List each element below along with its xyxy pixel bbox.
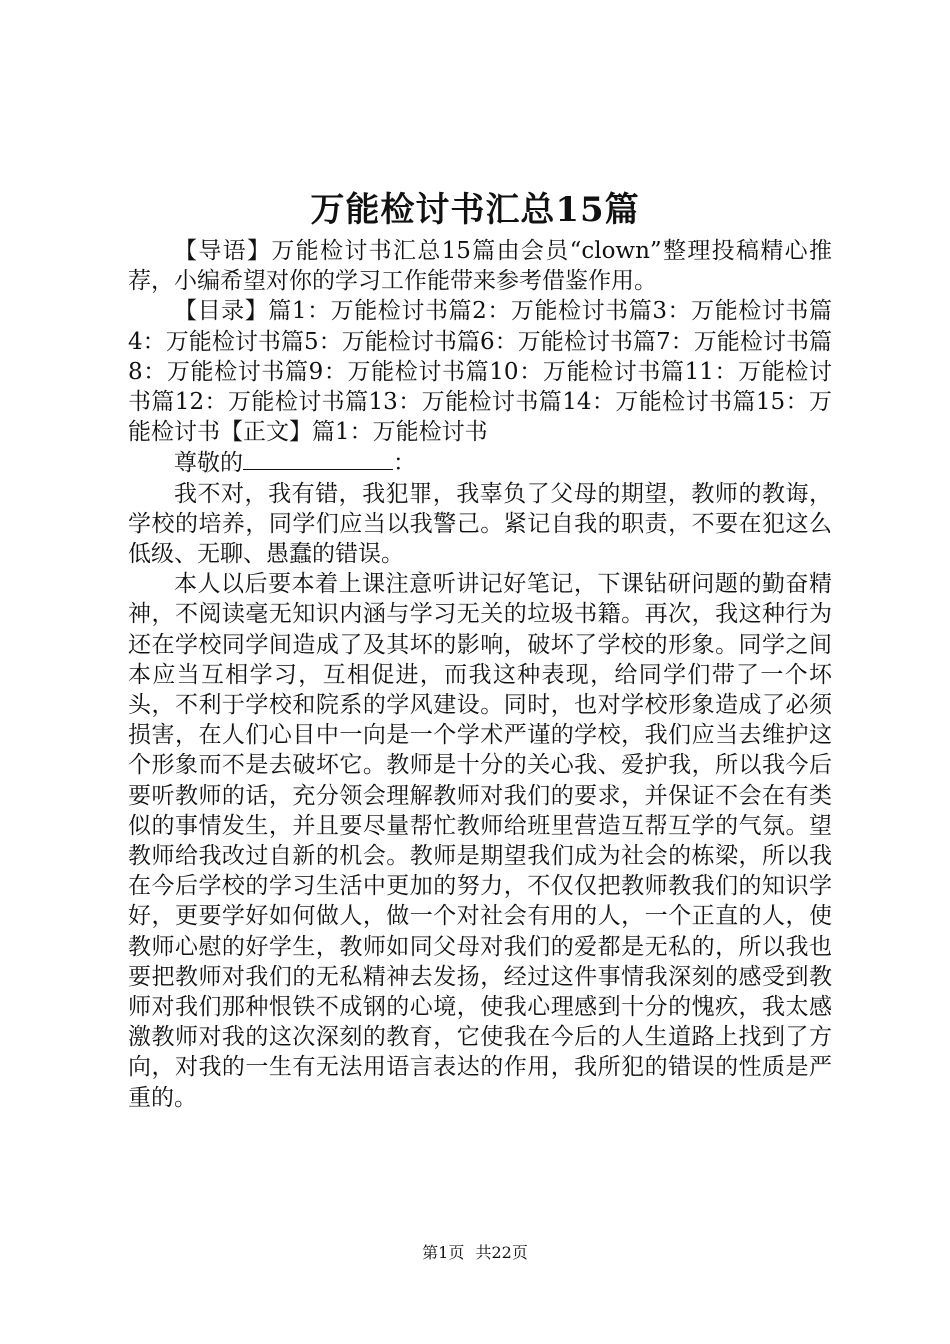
document-title: 万能检讨书汇总15篇 bbox=[310, 190, 640, 230]
page-footer bbox=[0, 1242, 950, 1264]
salutation-blank-line bbox=[243, 447, 393, 470]
salutation-prefix: 尊敬的 bbox=[174, 450, 243, 477]
salutation-suffix: ： bbox=[393, 450, 416, 477]
intro-paragraph: 【导语】万能检讨书汇总15篇由会员“clown”整理投稿精心推荐，小编希望对你的学习工作能带来参考借鉴作用。 bbox=[128, 238, 832, 295]
body-paragraph-1: 我不对，我有错，我犯罪，我辜负了父母的期望，教师的教诲，学校的培养，同学们应当以我警己。紧记自我的职责，不要在犯这么低级、无聊、愚蠢的错误。 bbox=[128, 480, 832, 568]
body-paragraph-2: 本人以后要本着上课注意听讲记好笔记，下课钻研问题的勤奋精神，不阅读毫无知识内涵与学习无关的垃圾书籍。再次，我这种行为还在学校同学间造成了及其坏的影响，破坏了学校的形象。同学之间本应当互相学习，互相促进，而我这种表现，给同学们带了一个坏头，不利于学校和院系的学风建设。同时，也对学校形象造成了必须损害，在人们心目中一向是一个学术严谨的学校，我们应当去维护这个形象而不是去破坏它。教师是十分的关心我、爱护我，所以我今后要听教师的话，充分领会理解教师对我们的要求，并保证不会在有类似的事情发生，并且要尽量帮忙教师给班里营造互帮互学的气氛。望教师给我改过自新的机会。教师是期望我们成为社会的栋梁，所以我在今后学校的学习生活中更加的努力，不仅仅把教师教我们的知识学好，更要学好如何做人，做一个对社会有用的人，一个正直的人，使教师心慰的好学生，教师如同父母对我们的爱都是无私的，所以我也要把教师对我们的无私精神去发扬，经过这件事情我深刻的感受到教师对我们那种恨铁不成钢的心境，使我心理感到十分的愧疚，我太感激教师对我的这次深刻的教育，它使我在今后的人生道路上找到了方向，对我的一生有无法用语言表达的作用，我所犯的错误的性质是严重的。 bbox=[128, 571, 832, 1111]
page-number-total: 共22页 bbox=[475, 1243, 528, 1262]
document-body bbox=[128, 236, 832, 1113]
page-number-current: 第1页 bbox=[422, 1243, 465, 1262]
toc-paragraph: 【目录】篇1：万能检讨书篇2：万能检讨书篇3：万能检讨书篇4：万能检讨书篇5：万能检讨书篇6：万能检讨书篇7：万能检讨书篇8：万能检讨书篇9：万能检讨书篇10：万能检讨书篇11：万能检讨书篇12：万能检讨书篇13：万能检讨书篇14：万能检讨书篇15：万能检讨书【正文】篇1：万能检讨书 bbox=[128, 298, 832, 446]
salutation bbox=[128, 447, 832, 478]
